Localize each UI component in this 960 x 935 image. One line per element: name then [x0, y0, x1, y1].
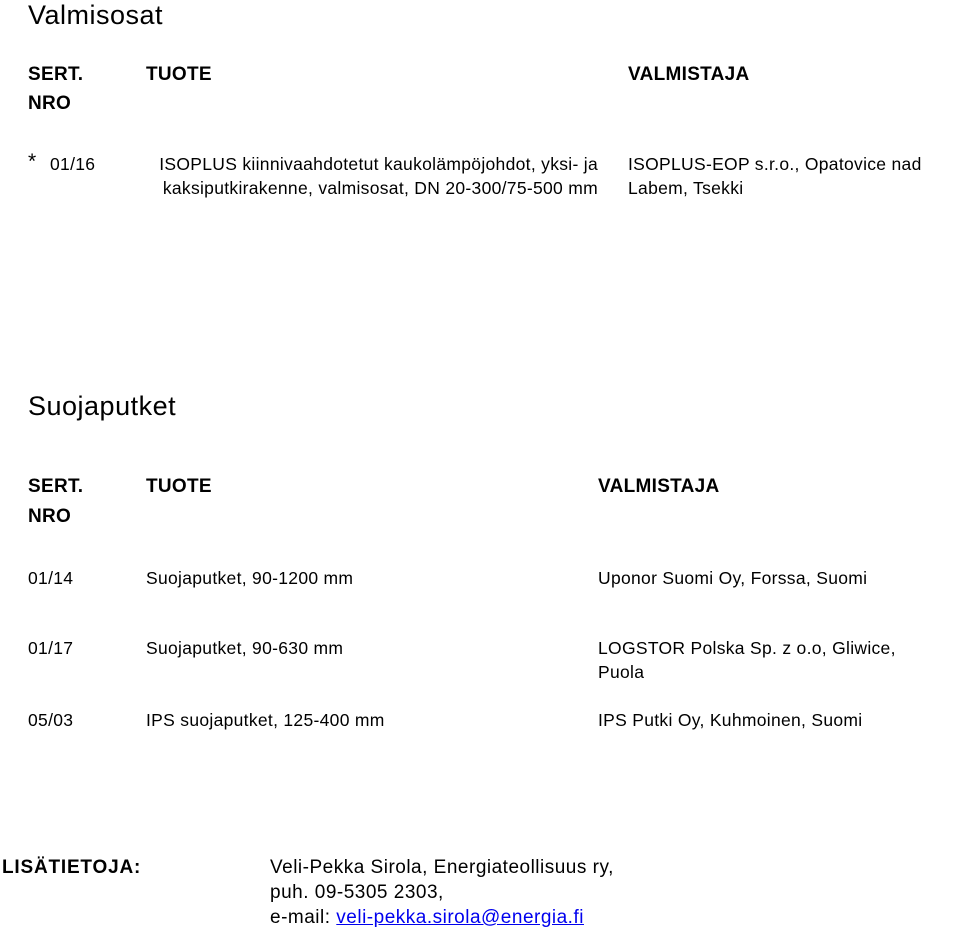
row-product: ISOPLUS kiinnivaahdotetut kaukolämpöjohdot, yksi- ja kaksiputkirakenne, valmisosat, DN 20-300/75-500 mm — [159, 154, 598, 198]
row-cert: 01/17 — [28, 638, 74, 658]
row-maker: IPS Putki Oy, Kuhmoinen, Suomi — [598, 710, 863, 730]
row-maker: Uponor Suomi Oy, Forssa, Suomi — [598, 568, 868, 588]
col-header-product: TUOTE — [146, 476, 212, 497]
row-maker: LOGSTOR Polska Sp. z o.o, Gliwice, Puola — [598, 638, 896, 682]
row-mark: * — [28, 150, 37, 173]
footer-phone: puh. 09-5305 2303, — [270, 882, 444, 903]
col-header-cert: SERT. — [28, 64, 84, 85]
email-link[interactable]: veli-pekka.sirola@energia.fi — [336, 907, 584, 928]
col-header-maker: VALMISTAJA — [628, 64, 750, 85]
section-title-valmisosat: Valmisosat — [28, 0, 164, 30]
row-cert: 01/14 — [28, 568, 74, 588]
section-title-suojaputket: Suojaputket — [28, 391, 177, 421]
row-product: Suojaputket, 90-1200 mm — [146, 568, 354, 588]
col-header-cert-sub: NRO — [28, 506, 72, 527]
row-cert: 05/03 — [28, 710, 74, 730]
row-product: Suojaputket, 90-630 mm — [146, 638, 344, 658]
row-product: IPS suojaputket, 125-400 mm — [146, 710, 385, 730]
footer-contact-name: Veli-Pekka Sirola, Energiateollisuus ry, — [270, 857, 614, 878]
footer-label: LISÄTIETOJA: — [2, 857, 142, 878]
footer-email-prefix: e-mail: — [270, 907, 337, 928]
col-header-maker: VALMISTAJA — [598, 476, 720, 497]
footer-email-line — [270, 906, 584, 931]
row-cert: 01/16 — [50, 154, 96, 174]
col-header-cert-sub: NRO — [28, 93, 72, 114]
col-header-product: TUOTE — [146, 64, 212, 85]
col-header-cert: SERT. — [28, 476, 84, 497]
row-maker: ISOPLUS-EOP s.r.o., Opatovice nad Labem, Tsekki — [628, 154, 922, 198]
